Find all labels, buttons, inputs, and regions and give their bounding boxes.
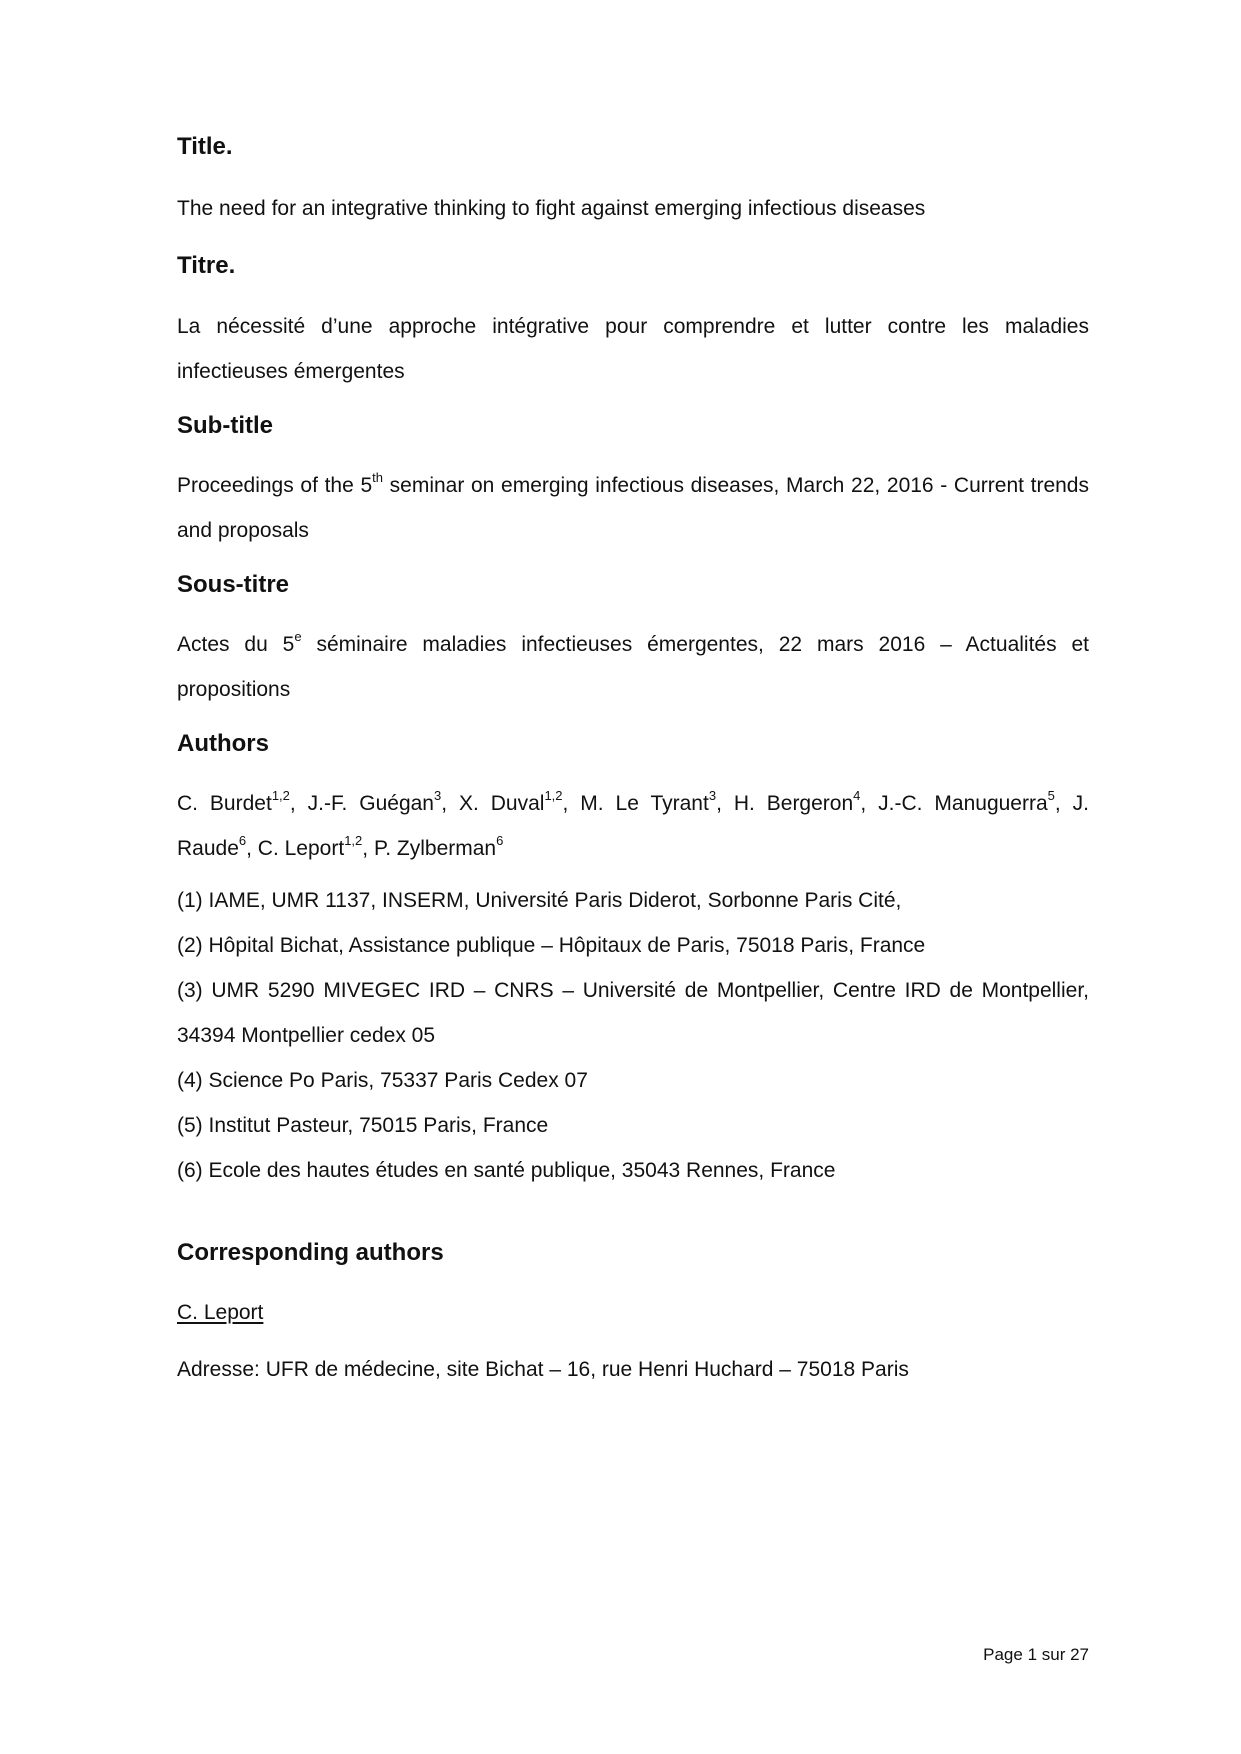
author-separator: , xyxy=(362,837,374,860)
author-separator: , xyxy=(441,792,459,815)
author-name: H. Bergeron xyxy=(733,792,854,815)
author-separator: , xyxy=(716,792,734,815)
subtitle-text-before: Proceedings of the 5 xyxy=(177,474,373,497)
page-number: Page 1 sur 27 xyxy=(983,1645,1089,1664)
author-name: C. Burdet xyxy=(177,792,272,815)
affiliation-2: (2) Hôpital Bichat, Assistance publique – Hôpitaux de Paris, 75018 Paris, France xyxy=(177,934,926,957)
author-affiliation-number: 5 xyxy=(1047,788,1055,803)
author-name: J. Raude xyxy=(177,792,1089,860)
affiliation-5: (5) Institut Pasteur, 75015 Paris, France xyxy=(177,1114,549,1137)
author-separator: , xyxy=(1054,792,1073,815)
affiliation-3: (3) UMR 5290 MIVEGEC IRD – CNRS – Université de Montpellier, Centre IRD de Montpellier, 34394 Montpellier cedex 05 xyxy=(177,979,1089,1047)
affiliation-6: (6) Ecole des hautes études en santé publique, 35043 Rennes, France xyxy=(177,1159,836,1182)
author-separator: , xyxy=(562,792,581,815)
author-affiliation-number: 1,2 xyxy=(344,833,363,848)
subtitle-text-after: seminar on emerging infectious diseases, March 22, 2016 - Current trends and proposals xyxy=(177,474,1089,542)
soustitre-text-sup: e xyxy=(294,629,302,644)
affiliation-1: (1) IAME, UMR 1137, INSERM, Université Paris Diderot, Sorbonne Paris Cité, xyxy=(177,889,902,912)
author-name: C. Leport xyxy=(257,837,345,860)
titre-text: La nécessité d’une approche intégrative pour comprendre et lutter contre les maladies infectieuses émergentes xyxy=(177,315,1089,383)
titre-heading: Titre. xyxy=(177,252,236,279)
author-name: P. Zylberman xyxy=(373,837,497,860)
soustitre-heading: Sous-titre xyxy=(177,571,290,598)
author-separator: , xyxy=(860,792,879,815)
author-name: X. Duval xyxy=(458,792,545,815)
author-affiliation-number: 4 xyxy=(853,788,861,803)
author-name: J.-C. Manuguerra xyxy=(878,792,1048,815)
soustitre-text xyxy=(177,622,1089,712)
author-affiliation-number: 6 xyxy=(238,833,247,848)
author-name: J.-F. Guégan xyxy=(307,792,434,815)
author-separator: , xyxy=(289,792,308,815)
author-affiliation-number: 6 xyxy=(496,833,504,848)
subtitle-text-sup: th xyxy=(372,470,383,485)
corresponding-heading: Corresponding authors xyxy=(177,1239,444,1266)
subtitle-text xyxy=(177,463,1089,553)
author-affiliation-number: 3 xyxy=(708,788,717,803)
author-affiliation-number: 1,2 xyxy=(544,788,563,803)
authors-heading: Authors xyxy=(177,730,269,757)
author-affiliation-number: 1,2 xyxy=(271,788,290,803)
author-name: M. Le Tyrant xyxy=(580,792,709,815)
soustitre-text-before: Actes du 5 xyxy=(177,633,295,656)
author-list xyxy=(177,781,1089,871)
affiliation-list xyxy=(177,878,1089,1193)
soustitre-text-after: séminaire maladies infectieuses émergentes, 22 mars 2016 – Actualités et propositions xyxy=(177,633,1089,701)
corresponding-address: Adresse: UFR de médecine, site Bichat – 16, rue Henri Huchard – 75018 Paris xyxy=(177,1358,909,1381)
title-text: The need for an integrative thinking to fight against emerging infectious diseases xyxy=(177,197,926,220)
title-heading: Title. xyxy=(177,133,233,160)
subtitle-heading: Sub-title xyxy=(177,412,273,439)
author-separator: , xyxy=(246,837,258,860)
author-affiliation-number: 3 xyxy=(433,788,442,803)
corresponding-name: C. Leport xyxy=(177,1301,264,1324)
affiliation-4: (4) Science Po Paris, 75337 Paris Cedex 07 xyxy=(177,1069,588,1092)
